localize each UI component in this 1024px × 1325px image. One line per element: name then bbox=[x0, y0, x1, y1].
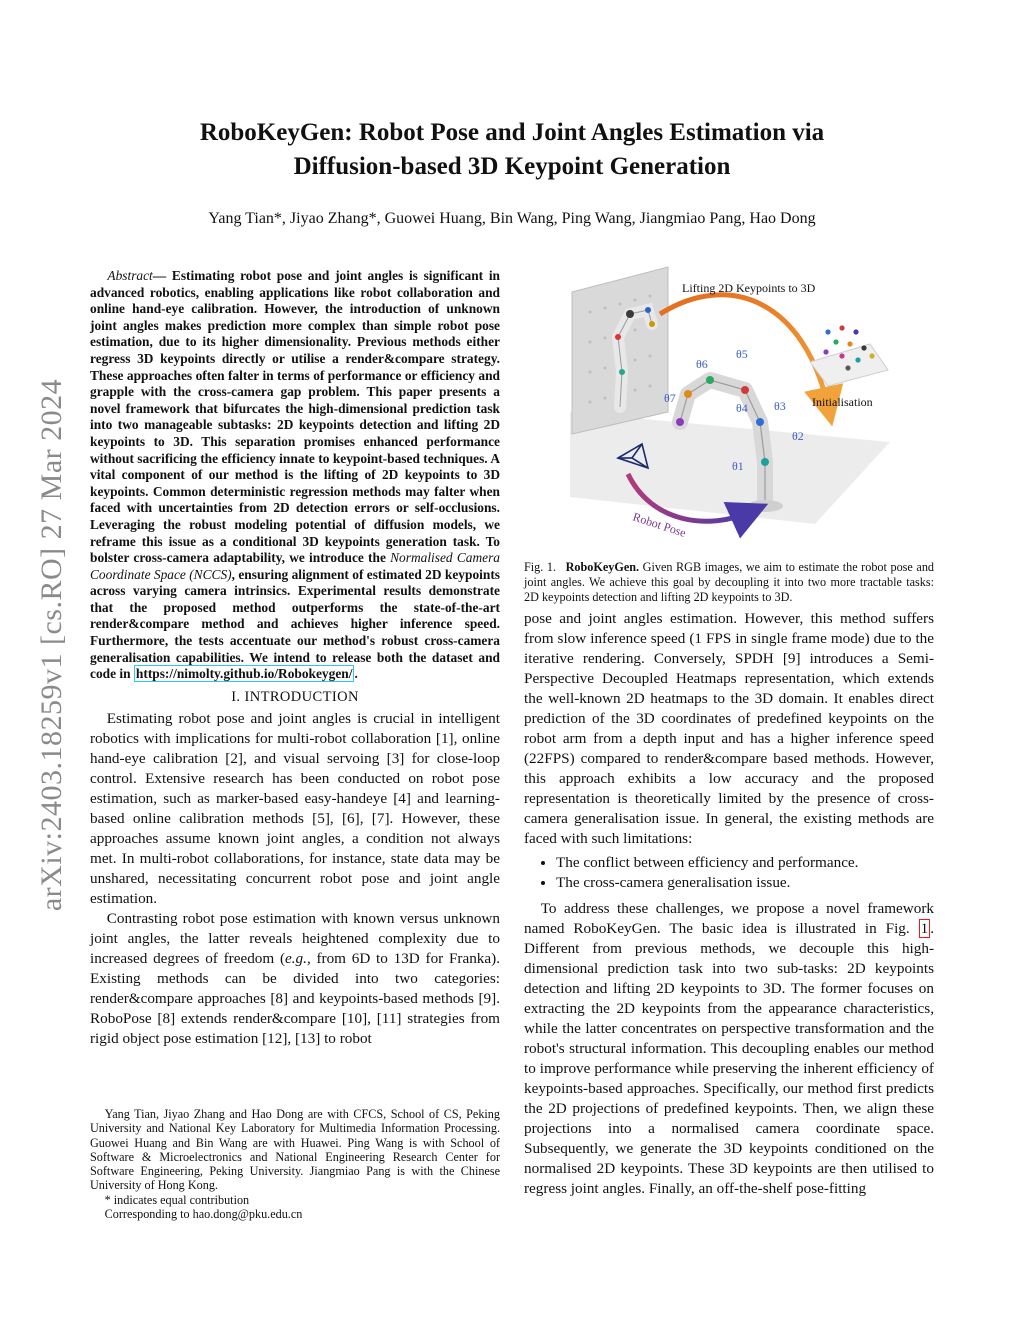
left-column bbox=[90, 268, 500, 1049]
abstract-part2: , ensuring alignment of estimated 2D keypoints across varying camera intrinsics. Experimental results demonstrate that the proposed method outperforms the state-of-the-art render&compare method and achieves higher inference speed. Furthermore, the tests accentuate our method's robust cross-camera generalisation capabilities. We intend to release both the dataset and code in bbox=[90, 566, 500, 682]
figure-init-label: Initialisation bbox=[812, 395, 873, 409]
right-p2-end: . Different from previous methods, we decouple this high-dimensional prediction task into two sub-tasks: 2D keypoints detection and lifting 2D keypoints to 3D. The former focuses on extracting the 2D keypoints from the appearance characteristics, while the latter concentrates on perspective transformation and the robot's structural information. This decoupling enables our method to improve performance while preserving the inherent efficiency of keypoints-based approaches. Specifically, our method first predicts the 2D projections of predefined keypoints. Then, we align these projections into a normalised camera coordinate space. Subsequently, we generate the 3D keypoints conditioned on the normalised 2D keypoints. These 3D keypoints are then utilised to regress joint angles. Finally, an off-the-shelf pose-fitting bbox=[524, 920, 934, 1197]
footnotes bbox=[90, 1107, 500, 1221]
fig-1-ref-link[interactable]: 1 bbox=[920, 920, 929, 937]
caption-bold: RoboKeyGen. bbox=[565, 560, 640, 574]
right-column bbox=[524, 560, 934, 1199]
abstract-nccs: Normalised Camera Coordinate Space (NCCS) bbox=[90, 550, 500, 582]
intro-paragraph-1: Estimating robot pose and joint angles is crucial in intelligent robotics with implications for multi-robot collaboration [1], online hand-eye calibration [2], and visual servoing [3] for close-loop control. Extensive research has been conducted on robot pose estimation, such as marker-based easy-handeye [4] and learning-based online calibration methods [5], [6], [7]. However, these approaches assume known joint angles, a condition not always met. In multi-robot collaborations, for instance, state data may be unshared, necessitating concurrent robot pose and joint angle estimation. bbox=[90, 709, 500, 907]
right-p2-start: To address these challenges, we propose a novel framework named RoboKeyGen. The basic idea is illustrated in Fig. bbox=[524, 900, 934, 937]
theta-4: θ4 bbox=[736, 401, 748, 415]
abstract bbox=[90, 268, 500, 683]
theta-1: θ1 bbox=[732, 459, 744, 473]
theta-2: θ2 bbox=[792, 429, 804, 443]
title-line-1: RoboKeyGen: Robot Pose and Joint Angles Estimation via bbox=[199, 119, 825, 146]
intro-p2-end: , from 6D to 13D for Franka). Existing methods can be divided into two categories: render&compare approaches [8] and keypoints-based methods [9]. RoboPose [8] extends render&compare [10], [11] strategies from rigid object pose estimation [12], [13] to robot bbox=[90, 949, 500, 1047]
intro-p2-eg: e.g. bbox=[285, 949, 307, 967]
right-paragraph-1: pose and joint angles estimation. However, this method suffers from slow inference speed (1 FPS in single frame mode) due to the iterative rendering. Conversely, SPDH [9] introduces a Semi-Perspective Decoupled Heatmaps representation, which extends the well-known 2D heatmaps to the 3D domain. It enables direct prediction of the 3D coordinates of predefined keypoints on the robot arm from a depth input and has a higher inference speed (22FPS) compared to render&compare based methods. However, this approach exhibits a low accuracy and the proposed representation is theoretically limited by the presence of cross-camera generalisation issue. In general, the existing methods are faced with such limitations: bbox=[524, 610, 934, 847]
floor-plane bbox=[570, 412, 890, 524]
right-paragraph-2 bbox=[524, 899, 934, 1199]
limitations-list bbox=[524, 853, 934, 893]
abstract-end: . bbox=[354, 666, 358, 682]
limitation-1: • The conflict between efficiency and performance. bbox=[556, 853, 934, 873]
abstract-label: Abstract bbox=[107, 268, 153, 283]
figure-1-caption bbox=[524, 560, 934, 605]
figure-1 bbox=[560, 262, 900, 552]
caption-label: Fig. 1. bbox=[524, 560, 557, 574]
footnote-equal-contribution: * indicates equal contribution bbox=[104, 1192, 250, 1207]
footnote-affiliations: Yang Tian, Jiyao Zhang and Hao Dong are with CFCS, School of CS, Peking University and National Key Laboratory for Multimedia Information Processing. Guowei Huang and Bin Wang are with Huawei. Ping Wang is with School of Software & Microelectronics and National Engineering Research Center for Software Engineering, Peking University. Jiangmiao Pang is with the Chinese University of Hong Kong. bbox=[90, 1107, 500, 1193]
paper-title bbox=[100, 116, 924, 184]
abstract-dash: — bbox=[152, 268, 172, 283]
caption-text: Given RGB images, we aim to estimate the robot pose and joint angles. We achieve this goal by decoupling it into two more tractable tasks: 2D keypoints detection and lifting 2D keypoints to 3D. bbox=[524, 560, 935, 604]
theta-3: θ3 bbox=[774, 399, 786, 413]
limitation-2: • The cross-camera generalisation issue. bbox=[556, 873, 934, 893]
abstract-part1: Estimating robot pose and joint angles is significant in advanced robotics, enabling applications like robot collaboration and online hand-eye calibration. However, the introduction of unknown joint angles makes prediction more complex than simple robot pose estimation, due to its higher dimensionality. Previous methods either regress 3D keypoints directly or utilise a render&compare strategy. These approaches often falter in terms of performance or efficiency and grapple with the cross-camera gap problem. This paper presents a novel framework that bifurcates the high-dimensional prediction task into two manageable subtasks: 2D keypoints detection and lifting 2D keypoints to 3D. This separation promises enhanced performance without sacrificing the efficiency innate to keypoint-based techniques. A vital component of our method is the lifting of 2D keypoints to 3D keypoints. Common deterministic regression methods may falter when faced with uncertainties from 2D detection errors or self-occlusions. Leveraging the robust modeling potential of diffusion models, we reframe this issue as a conditional 3D keypoints generation task. To bolster cross-camera adaptability, we introduce the bbox=[90, 268, 500, 566]
project-link[interactable]: https://nimolty.github.io/Robokeygen/ bbox=[135, 666, 353, 682]
author-list: Yang Tian*, Jiyao Zhang*, Guowei Huang, Bin Wang, Ping Wang, Jiangmiao Pang, Hao Dong bbox=[208, 210, 816, 227]
intro-paragraph-2 bbox=[90, 909, 500, 1049]
theta-6: θ6 bbox=[696, 357, 708, 371]
arxiv-stamp bbox=[24, 340, 80, 950]
figure-lifting-label: Lifting 2D Keypoints to 3D bbox=[682, 281, 816, 295]
figure-robot-pose-label: Robot Pose bbox=[631, 509, 688, 540]
arxiv-stamp-text: arXiv:2403.18259v1 [cs.RO] 27 Mar 2024 bbox=[35, 378, 68, 912]
footnote-corresponding: Corresponding to hao.dong@pku.edu.cn bbox=[104, 1207, 303, 1222]
intro-p2-start: Contrasting robot pose estimation with known versus unknown joint angles, the latter reveals heightened complexity due to increased degrees of freedom ( bbox=[90, 909, 500, 967]
title-line-2: Diffusion-based 3D Keypoint Generation bbox=[293, 153, 731, 180]
theta-7: θ7 bbox=[664, 391, 676, 405]
theta-5: θ5 bbox=[736, 347, 748, 361]
figure-1-illustration bbox=[560, 262, 900, 552]
intro-heading: I. INTRODUCTION bbox=[231, 688, 359, 705]
